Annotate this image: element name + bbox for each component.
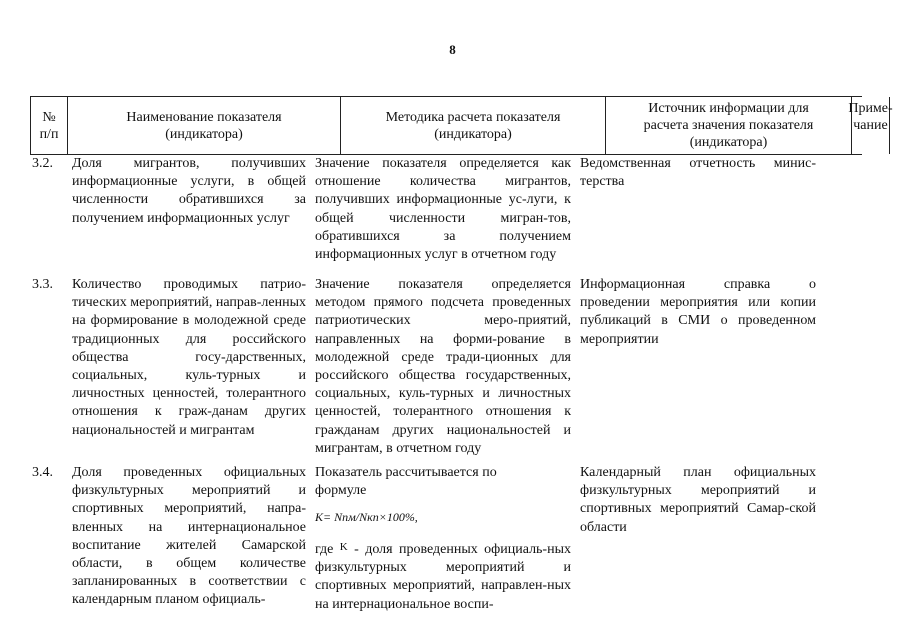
row-indicator-name: Количество проводимых патрио-тических мероприятий, направ-ленных на формирование в молодежной среде традиционных для российского общества госу-дарственных, социальных, куль-турных и личностных ценностей, толерантного отношения к граж-данам других национальностей и мигрантам <box>72 277 306 438</box>
header-method: Методика расчета показателя (индикатора) <box>341 97 606 154</box>
row-num: 3.2. <box>32 156 53 171</box>
row-method-intro: Показатель рассчитывается по формуле <box>315 465 497 499</box>
where-symbol: K <box>339 541 348 553</box>
header-name: Наименование показателя (индикатора) <box>68 97 341 154</box>
row-indicator-name: Доля проведенных официальных физкультурных мероприятий и спортивных мероприятий, напра-вленных на интернациональное воспитание жителей Самарской области, в общем количестве запланированных в соответствии с календарным планом официаль- <box>72 465 306 608</box>
table-header <box>30 96 893 155</box>
where-text: - доля проведенных официаль-ных физкультурных мероприятий и спортивных мероприятий, направлен-ных на интернациональное воспи- <box>315 542 571 612</box>
page-number: 8 <box>449 42 456 57</box>
row-indicator-name: Доля мигрантов, получивших информационные услуги, в общей численности обратившихся за получением информационных услуг <box>72 156 306 226</box>
row-num: 3.4. <box>32 465 53 480</box>
row-method-where <box>315 538 571 614</box>
row-num: 3.3. <box>32 277 53 292</box>
header-note: Приме- чание <box>852 97 890 154</box>
row-source: Календарный план официальных физкультурных мероприятий и спортивных мероприятий Самар-ской области <box>580 465 816 535</box>
header-source: Источник информации для расчета значения показателя (индикатора) <box>606 97 852 154</box>
row-source: Ведомственная отчетность минис-терства <box>580 156 816 190</box>
row-method-formula: K= Nпм/Nкп×100%, <box>315 510 418 524</box>
row-source: Информационная справка о проведении мероприятия или копии публикаций в СМИ о проведенном мероприятии <box>580 277 816 347</box>
row-method: Значение показателя определяется как отношение количества мигрантов, получивших информационные ус-луги, к общей численности мигран-тов, обратившихся за получением информационных услуг в отчетном году <box>315 156 571 263</box>
row-method: Значение показателя определяется методом прямого подсчета проведенных патриотических меро-приятий, направленных на форми-рование в молодежной среде тради-ционных для российского общества государственных, социальных, куль-турных и личностных ценностей, толерантного отношения к гражданам других национальностей и мигрантам, в отчетном году <box>315 277 571 456</box>
header-num: № п/п <box>30 97 68 154</box>
where-prefix: где <box>315 542 334 557</box>
